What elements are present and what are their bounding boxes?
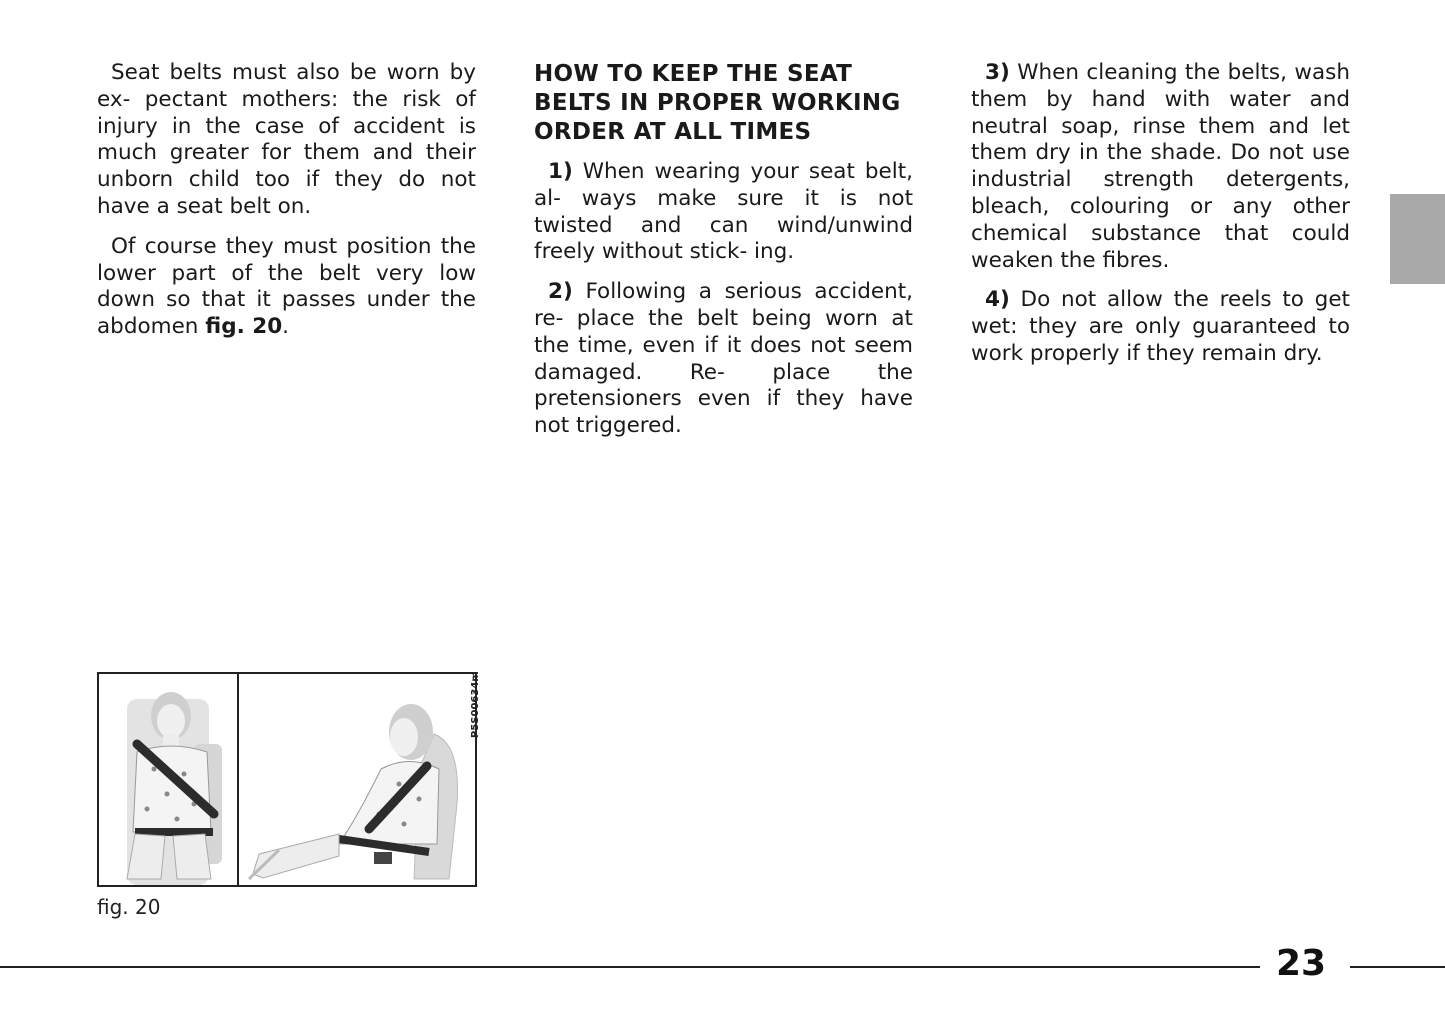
figure-panel-front-view bbox=[99, 674, 239, 885]
section-thumb-tab bbox=[1390, 194, 1445, 284]
figure-code: P5S00634m bbox=[470, 671, 481, 738]
item-number: 1) bbox=[548, 159, 573, 184]
figure-caption: fig. 20 bbox=[97, 895, 161, 919]
figure-20 bbox=[97, 672, 477, 887]
item-text: When wearing your seat belt, al- ways make sure it is not twisted and can wind/unwind freely without stick- ing. bbox=[534, 159, 913, 265]
belt-position-text: Of course they must position the lower part of the belt very low down so that it passes under the abdomen bbox=[97, 233, 476, 340]
item-number: 4) bbox=[985, 287, 1010, 313]
page-number: 23 bbox=[1276, 943, 1327, 984]
item-number: 3) bbox=[985, 60, 1010, 85]
item-text: Following a serious accident, re- place the belt being worn at the time, even if it does not seem damaged. Re- place the pretensioners even if they have not triggered. bbox=[534, 279, 913, 439]
column-left bbox=[97, 60, 476, 354]
item-4 bbox=[971, 287, 1350, 367]
figure-panel-side-view bbox=[239, 674, 475, 885]
column-right bbox=[971, 60, 1350, 381]
footer-rule-left bbox=[0, 966, 1260, 968]
figure-reference: fig. 20 bbox=[205, 314, 283, 340]
belt-position-end: . bbox=[282, 314, 290, 340]
item-text: Do not allow the reels to get wet: they are only guaranteed to work properly if they remain dry. bbox=[971, 287, 1350, 366]
item-3 bbox=[971, 60, 1350, 274]
item-number: 2) bbox=[548, 279, 573, 305]
front-view-illustration bbox=[99, 674, 237, 885]
footer-rule-right bbox=[1350, 966, 1445, 968]
paragraph-expectant-mothers: Seat belts must also be worn by ex- pectant mothers: the risk of injury in the case of accident is much greater for them and their unborn child too if they do not have a seat belt on. bbox=[97, 60, 476, 219]
section-heading: HOW TO KEEP THE SEAT BELTS IN PROPER WORKING ORDER AT ALL TIMES bbox=[534, 61, 901, 145]
paragraph-belt-position bbox=[97, 234, 476, 341]
item-2 bbox=[534, 279, 913, 440]
side-view-illustration bbox=[239, 674, 475, 885]
item-text: When cleaning the belts, wash them by hand with water and neutral soap, rinse them and let them dry in the shade. Do not use industrial strength detergents, bleach, colouring or any other chemical substance that could weaken the fibres. bbox=[971, 60, 1350, 273]
column-middle bbox=[534, 60, 913, 453]
item-1 bbox=[534, 159, 913, 266]
